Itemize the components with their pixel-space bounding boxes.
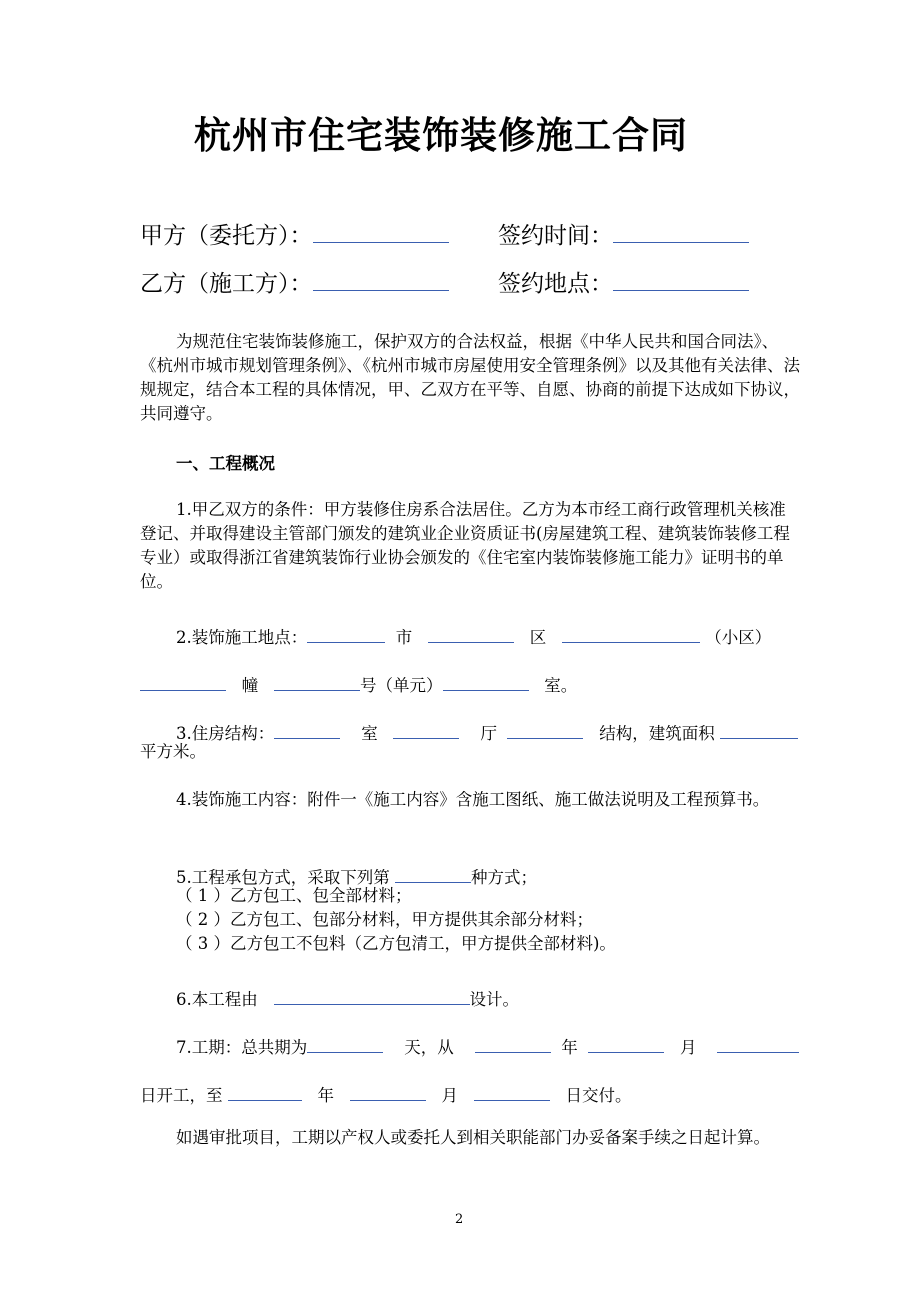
end-year-field[interactable] <box>228 1078 302 1101</box>
city-field[interactable] <box>307 620 385 643</box>
clause-1-paragraph: 1.甲乙双方的条件：甲方装修住房系合法居住。乙方为本市经工商行政管理机关核准登记、并取得建设主管部门颁发的建筑业企业资质证书(房屋建筑工程、建筑装饰装修工程专业）或取得浙江省建筑装饰行业协会颁发的《住宅室内装饰装修施工能力》证明书的单位。 <box>140 500 790 591</box>
room-count-field[interactable] <box>274 716 340 739</box>
room-number-field[interactable] <box>443 668 529 691</box>
start-month-label: 月 <box>679 1038 697 1057</box>
day-from-label: 天，从 <box>404 1038 454 1057</box>
clause-3-line-1 <box>176 716 798 746</box>
clause-2-line-1 <box>176 620 771 650</box>
party-b-field[interactable] <box>313 264 449 291</box>
building-label: 幢 <box>241 676 259 695</box>
note-paragraph: 如遇审批项目，工期以产权人或委托人到相关职能部门办妥备案手续之日起计算。 <box>176 1128 770 1147</box>
sign-time-label: 签约时间： <box>498 223 613 249</box>
clause-5-option-1: （ 1 ）乙方包工、包全部材料； <box>176 886 412 905</box>
end-month-label: 月 <box>441 1086 458 1105</box>
party-a-field[interactable] <box>313 216 449 243</box>
party-b-label: 乙方（施工方）： <box>140 271 313 297</box>
district-field[interactable] <box>428 620 514 643</box>
start-label: 日开工，至 <box>140 1086 223 1105</box>
sign-time-field[interactable] <box>613 216 749 243</box>
section-1-title: 一、工程概况 <box>176 454 275 473</box>
party-a-label: 甲方（委托方）： <box>140 223 313 249</box>
structure-label: 结构，建筑面积 <box>599 724 715 743</box>
unit-label: 号（单元） <box>360 676 443 695</box>
floor-area-field[interactable] <box>720 716 798 739</box>
contract-method-field[interactable] <box>395 860 471 883</box>
room-count-label: 室 <box>361 724 378 743</box>
clause-2-line-2 <box>140 668 577 698</box>
end-month-field[interactable] <box>350 1078 426 1101</box>
hall-count-field[interactable] <box>393 716 459 739</box>
clause-6-line <box>176 982 519 1012</box>
start-month-field[interactable] <box>588 1030 664 1053</box>
clause-2-label: 2.装饰施工地点： <box>176 628 308 647</box>
clause-4-paragraph: 4.装饰施工内容：附件一《施工内容》含施工图纸、施工做法说明及工程预算书。 <box>176 790 770 809</box>
sign-place-field[interactable] <box>613 264 749 291</box>
clause-6-suffix: 设计。 <box>469 990 519 1009</box>
area-unit-label: 平方米。 <box>140 742 206 761</box>
preamble-paragraph: 为规范住宅装饰装修施工，保护双方的合法权益，根据《中华人民共和国合同法》、 《杭州市城市规划管理条例》、《杭州市城市房屋使用安全管理条例》以及其他有关法律、法规规定，结合本工程的具体情况，甲、乙双方在平等、自愿、协商的前提下达成如下协议，共同遵守。 <box>140 332 800 423</box>
community-field[interactable] <box>562 620 700 643</box>
clause-7-line-1 <box>176 1030 799 1060</box>
page-number: 2 <box>455 1212 464 1227</box>
start-year-label: 年 <box>561 1038 578 1057</box>
start-day-field[interactable] <box>717 1030 799 1053</box>
duration-days-field[interactable] <box>307 1030 383 1053</box>
room-label: 室。 <box>544 676 578 695</box>
clause-7-label: 7.工期：总共期为 <box>176 1038 308 1057</box>
start-year-field[interactable] <box>475 1030 551 1053</box>
clause-5-option-3: （ 3 ）乙方包工不包料（乙方包清工，甲方提供全部材料)。 <box>176 934 616 953</box>
clause-3-label: 3.住房结构： <box>176 724 275 743</box>
unit-field[interactable] <box>274 668 360 691</box>
end-year-label: 年 <box>317 1086 334 1105</box>
community-label: （小区） <box>705 628 772 647</box>
clause-5-label: 5.工程承包方式，采取下列第 <box>176 868 390 887</box>
page-title: 杭州市住宅装饰装修施工合同 <box>194 114 688 157</box>
designer-field[interactable] <box>274 982 470 1005</box>
building-field[interactable] <box>140 668 226 691</box>
sign-place-label: 签约地点： <box>498 271 613 297</box>
end-day-field[interactable] <box>474 1078 550 1101</box>
clause-3-line-2 <box>140 740 206 764</box>
clause-6-label: 6.本工程由 <box>176 990 258 1009</box>
clause-7-line-2 <box>140 1078 632 1108</box>
clause-5-option-2: （ 2 ）乙方包工、包部分材料，甲方提供其余部分材料； <box>176 910 593 929</box>
end-label: 日交付。 <box>565 1086 632 1105</box>
sign-time-line <box>498 216 749 251</box>
hall-count-label: 厅 <box>480 724 497 743</box>
city-label: 市 <box>395 628 413 647</box>
party-a-line <box>140 216 449 251</box>
party-b-line <box>140 264 449 299</box>
clause-5-suffix: 种方式； <box>471 868 537 887</box>
sign-place-line <box>498 264 749 299</box>
district-label: 区 <box>529 628 547 647</box>
structure-field[interactable] <box>507 716 583 739</box>
